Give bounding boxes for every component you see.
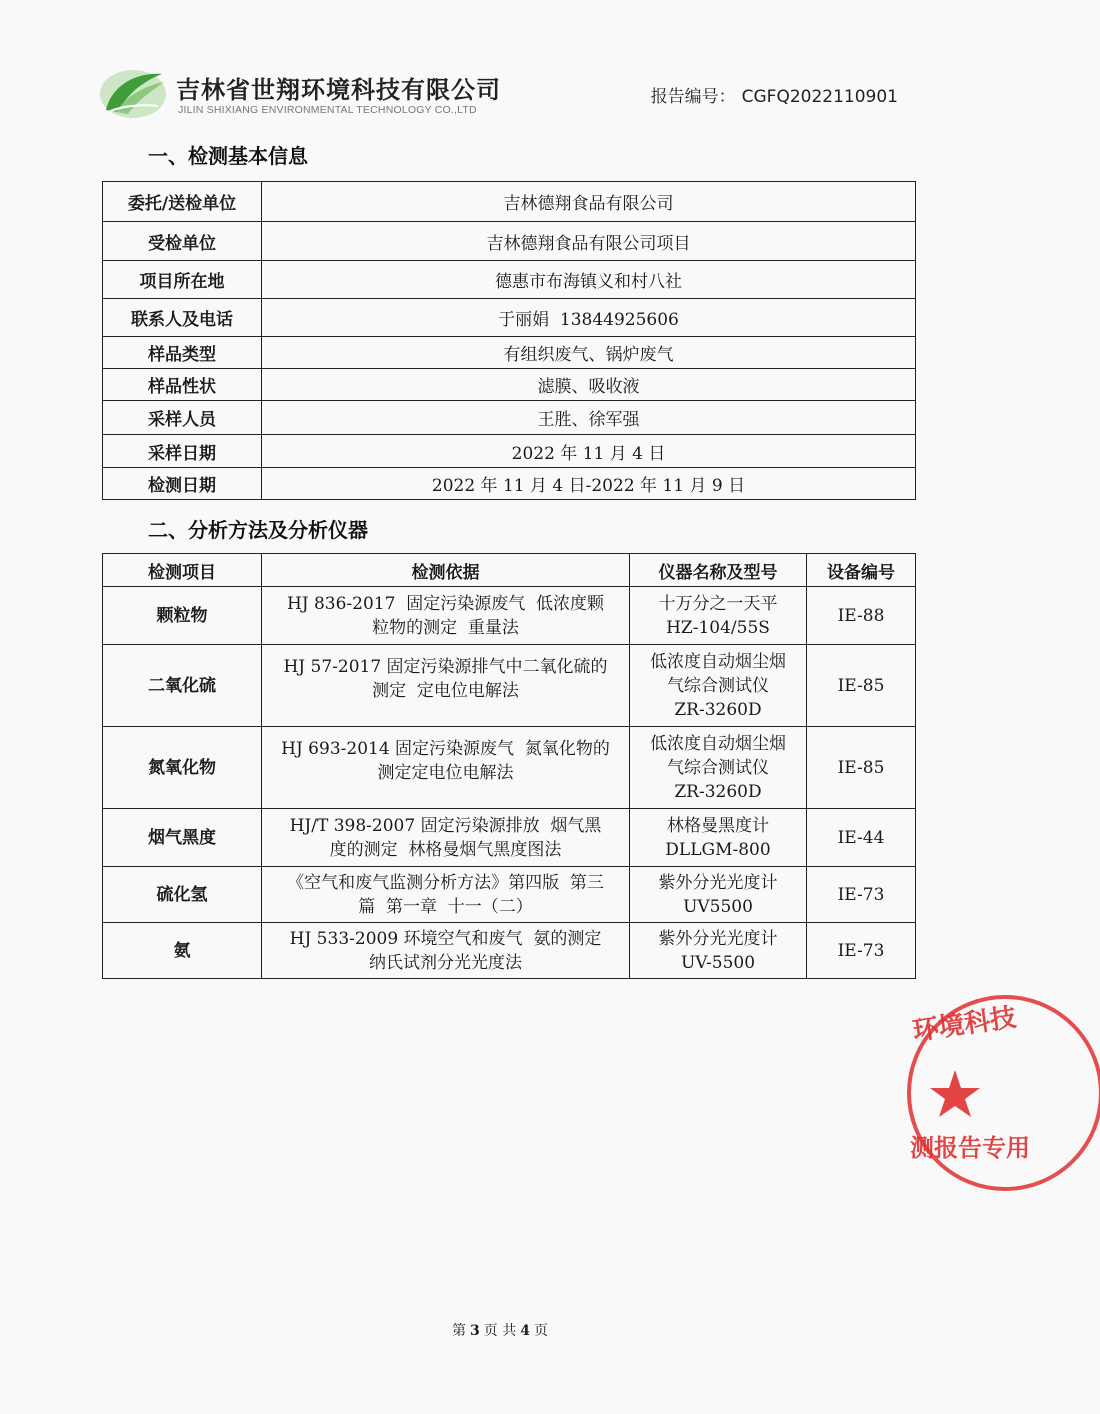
seal-text-top: 环境科技 [910, 1002, 1018, 1047]
basis-line: HJ 836-2017 固定污染源废气 低浓度颗 [286, 593, 605, 614]
device-id: IE-88 [807, 587, 916, 645]
letterhead [98, 66, 918, 126]
instrument-line: 气综合测试仪 [667, 675, 769, 696]
report-number-value: CGFQ2022110901 [741, 87, 898, 107]
current-page-number: 3 [470, 1323, 480, 1339]
table-row [103, 468, 916, 500]
footer-post: 页 [533, 1323, 548, 1339]
test-basis [262, 645, 630, 727]
info-key: 采样日期 [103, 435, 262, 468]
info-value: 吉林德翔食品有限公司 [262, 182, 916, 222]
seal-text-bottom: 测报告专用 [910, 1134, 1030, 1162]
test-item: 硫化氢 [103, 867, 262, 923]
instrument [630, 645, 807, 727]
info-key: 检测日期 [103, 468, 262, 500]
instrument-line: 林格曼黑度计 [667, 815, 769, 836]
column-header: 检测项目 [103, 554, 262, 587]
table-row [103, 182, 916, 222]
device-id: IE-85 [807, 645, 916, 727]
info-value: 于丽娟 13844925606 [262, 299, 916, 337]
device-id: IE-73 [807, 867, 916, 923]
footer-pre: 第 [452, 1323, 467, 1339]
table-row [103, 809, 916, 867]
basis-line: HJ 57-2017 固定污染源排气中二氧化硫的 [283, 657, 608, 677]
basis-line: 度的测定 林格曼烟气黑度图法 [329, 839, 562, 860]
instrument-line: HZ-104/55S [666, 617, 770, 638]
table-row [103, 867, 916, 923]
basic-info-table [102, 181, 916, 500]
info-value: 吉林德翔食品有限公司项目 [262, 222, 916, 261]
table-row [103, 222, 916, 261]
report-number [651, 82, 898, 107]
table-row [103, 923, 916, 979]
table-row [103, 435, 916, 468]
basis-line: 《空气和废气监测分析方法》第四版 第三 [287, 872, 604, 893]
basis-line: 测定 定电位电解法 [372, 681, 519, 701]
instrument [630, 727, 807, 809]
test-item: 颗粒物 [103, 587, 262, 645]
basis-line: HJ 533-2009 环境空气和废气 氨的测定 [289, 928, 602, 949]
instrument-line: UV5500 [683, 896, 753, 917]
info-key: 项目所在地 [103, 261, 262, 299]
table-row [103, 401, 916, 435]
info-key: 样品性状 [103, 369, 262, 401]
methods-table [102, 553, 916, 979]
instrument-line: 气综合测试仪 [667, 757, 769, 778]
total-page-number: 4 [520, 1323, 530, 1339]
company-name-cn: 吉林省世翔环境科技有限公司 [176, 76, 501, 104]
info-key: 受检单位 [103, 222, 262, 261]
table-row [103, 727, 916, 809]
table-row [103, 645, 916, 727]
column-header: 仪器名称及型号 [630, 554, 807, 587]
basis-line: 粒物的测定 重量法 [372, 617, 519, 638]
column-header: 检测依据 [262, 554, 630, 587]
table-row [103, 261, 916, 299]
info-key: 样品类型 [103, 337, 262, 369]
instrument-line: ZR-3260D [674, 781, 762, 802]
company-name-en: JILIN SHIXIANG ENVIRONMENTAL TECHNOLOGY CO.,LTD [178, 104, 477, 116]
device-id: IE-44 [807, 809, 916, 867]
report-number-label: 报告编号： [650, 87, 736, 107]
seal-icon [900, 988, 1100, 1198]
test-basis [262, 727, 630, 809]
basis-line: HJ 693-2014 固定污染源废气 氮氧化物的 [281, 739, 610, 759]
test-item: 烟气黑度 [103, 809, 262, 867]
section2-title: 二、分析方法及分析仪器 [148, 518, 368, 542]
test-item: 氮氧化物 [103, 727, 262, 809]
info-key: 联系人及电话 [103, 299, 262, 337]
basis-line: 纳氏试剂分光光度法 [369, 952, 522, 973]
instrument-line: 低浓度自动烟尘烟 [650, 733, 786, 754]
instrument-line: UV-5500 [680, 952, 756, 973]
instrument [630, 923, 807, 979]
table-row [103, 587, 916, 645]
instrument-line: 低浓度自动烟尘烟 [650, 651, 786, 672]
test-basis [262, 809, 630, 867]
instrument [630, 809, 807, 867]
test-item: 氨 [103, 923, 262, 979]
info-value: 德惠市布海镇义和村八社 [262, 261, 916, 299]
instrument-line: ZR-3260D [674, 699, 762, 720]
instrument-line: 紫外分光光度计 [658, 928, 778, 949]
section1-title: 一、检测基本信息 [148, 144, 308, 168]
info-value: 有组织废气、锅炉废气 [262, 337, 916, 369]
instrument [630, 587, 807, 645]
instrument-line: 十万分之一天平 [658, 593, 778, 614]
basis-line: HJ/T 398-2007 固定污染源排放 烟气黑 [289, 815, 602, 836]
table-row [103, 337, 916, 369]
footer-mid: 页 共 [483, 1323, 517, 1339]
info-value: 王胜、徐军强 [262, 401, 916, 435]
table-row [103, 369, 916, 401]
test-basis [262, 867, 630, 923]
info-value: 滤膜、吸收液 [262, 369, 916, 401]
instrument-line: 紫外分光光度计 [658, 872, 778, 893]
info-key: 委托/送检单位 [103, 182, 262, 222]
official-seal-stamp [900, 988, 1030, 1198]
device-id: IE-85 [807, 727, 916, 809]
info-value: 2022 年 11 月 4 日 [262, 435, 916, 468]
test-item: 二氧化硫 [103, 645, 262, 727]
table-header-row [103, 554, 916, 587]
device-id: IE-73 [807, 923, 916, 979]
column-header: 设备编号 [807, 554, 916, 587]
test-basis [262, 923, 630, 979]
info-value: 2022 年 11 月 4 日-2022 年 11 月 9 日 [262, 468, 916, 500]
instrument-line: DLLGM-800 [665, 839, 771, 860]
basis-line: 测定定电位电解法 [377, 763, 514, 783]
test-basis [262, 587, 630, 645]
table-row [103, 299, 916, 337]
instrument [630, 867, 807, 923]
page-footer [0, 1320, 1000, 1340]
company-logo-icon [98, 66, 168, 120]
basis-line: 篇 第一章 十一（二） [358, 896, 533, 917]
info-key: 采样人员 [103, 401, 262, 435]
